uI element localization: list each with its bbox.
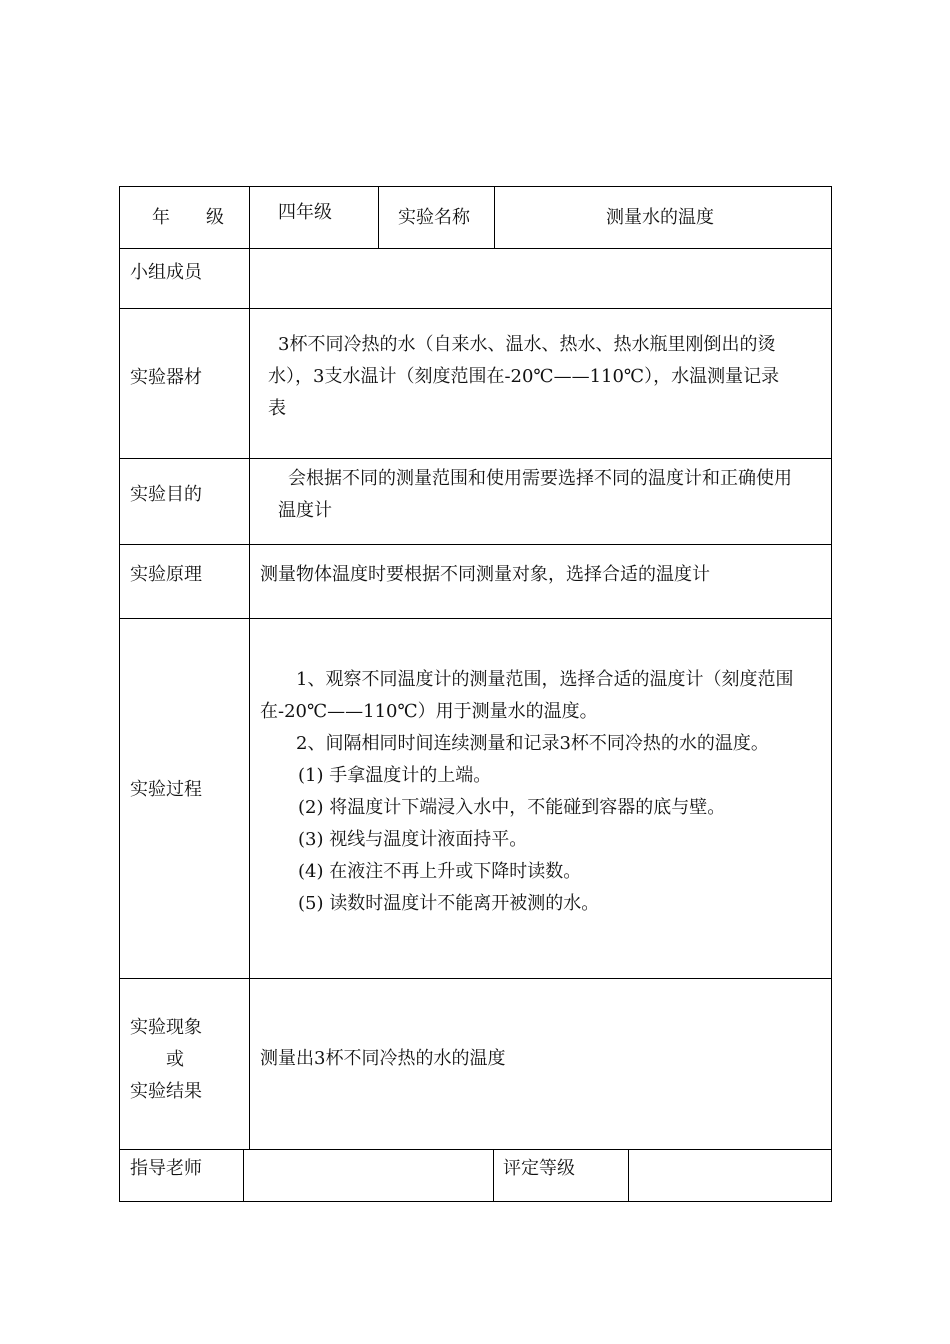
- row-signoff: [120, 1150, 831, 1202]
- materials-text: [268, 329, 779, 425]
- row-principle: [120, 545, 831, 619]
- principle-label: 实验原理: [130, 564, 202, 585]
- grade-value: 四年级: [278, 202, 332, 223]
- process-label: 实验过程: [130, 779, 202, 800]
- row-result: [120, 979, 831, 1150]
- process-substep: (5) 读数时温度计不能离开被测的水。: [298, 893, 600, 914]
- experiment-record-table: [119, 186, 832, 1202]
- process-substep: (2) 将温度计下端浸入水中，不能碰到容器的底与壁。: [298, 797, 726, 818]
- process-substep: (1) 手拿温度计的上端。: [298, 765, 492, 786]
- members-label: 小组成员: [130, 262, 202, 283]
- process-substep: (4) 在液注不再上升或下降时读数。: [298, 861, 582, 882]
- grade-label: 年 级: [152, 207, 224, 228]
- result-label: 实验现象 或 实验结果: [130, 1017, 202, 1102]
- purpose-text: [278, 463, 792, 527]
- row-process: [120, 619, 831, 979]
- purpose-line: 温度计: [278, 500, 332, 521]
- result-value: 测量出3杯不同冷热的水的温度: [260, 1048, 506, 1069]
- rating-label: 评定等级: [503, 1158, 575, 1179]
- principle-value: 测量物体温度时要根据不同测量对象，选择合适的温度计: [260, 564, 710, 585]
- process-text: [260, 664, 793, 920]
- row-grade: [120, 187, 831, 249]
- process-step-1-cont: 在-20℃——110℃）用于测量水的温度。: [260, 701, 598, 722]
- teacher-label: 指导老师: [130, 1158, 202, 1179]
- materials-line: 3杯不同冷热的水（自来水、温水、热水、热水瓶里刚倒出的烫: [278, 334, 776, 355]
- row-members: [120, 249, 831, 309]
- experiment-name-value: 测量水的温度: [606, 207, 714, 228]
- materials-line: 表: [268, 398, 286, 419]
- materials-line: 水），3支水温计（刻度范围在-20℃——110℃），水温测量记录: [268, 366, 780, 387]
- row-purpose: [120, 459, 831, 545]
- purpose-line: 会根据不同的测量范围和使用需要选择不同的温度计和正确使用: [288, 468, 792, 489]
- experiment-name-label: 实验名称: [398, 207, 470, 228]
- materials-label: 实验器材: [130, 367, 202, 388]
- process-substep: (3) 视线与温度计液面持平。: [298, 829, 528, 850]
- process-step-1: 1、观察不同温度计的测量范围，选择合适的温度计（刻度范围: [296, 669, 794, 690]
- purpose-label: 实验目的: [130, 484, 202, 505]
- row-materials: [120, 309, 831, 459]
- process-step-2: 2、间隔相同时间连续测量和记录3杯不同冷热的水的温度。: [296, 733, 769, 754]
